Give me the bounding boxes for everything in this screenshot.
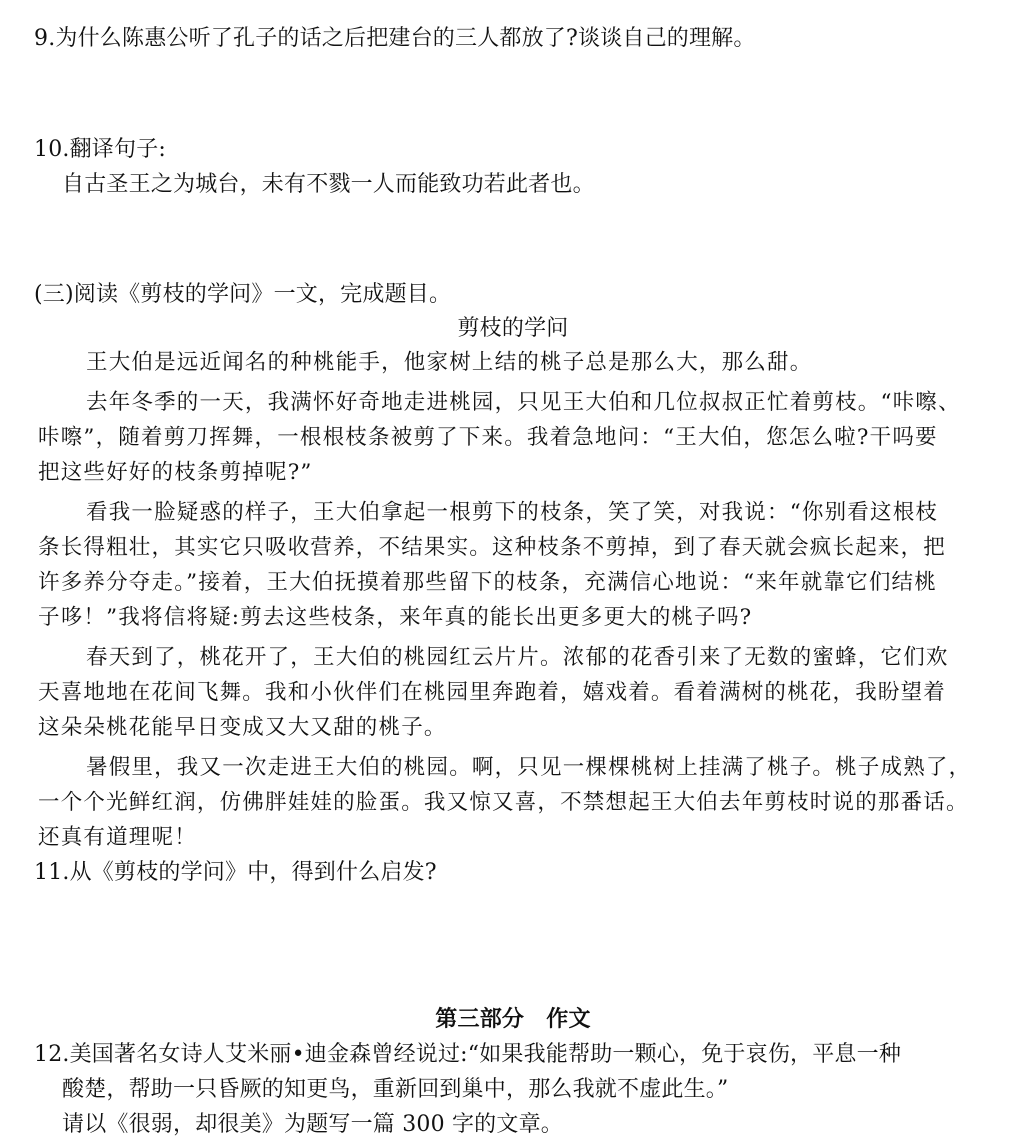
- passage-line: 条长得粗壮，其实它只吸收营养，不结果实。这种枝条不剪掉，到了春天就会疯长起来，把: [38, 535, 947, 560]
- question-12-line-1: 12.美国著名女诗人艾米丽•迪金森曾经说过:“如果我能帮助一颗心，免于哀伤，平息一种: [34, 1042, 902, 1067]
- question-12-line-2: 酸楚，帮助一只昏厥的知更鸟，重新回到巢中，那么我就不虚此生。”: [62, 1077, 729, 1102]
- question-10-sentence: 自古圣王之为城台，未有不戮一人而能致功若此者也。: [62, 172, 595, 197]
- question-9: 9.为什么陈惠公听了孔子的话之后把建台的三人都放了?谈谈自己的理解。: [34, 26, 756, 51]
- passage-line: 许多养分夺走。”接着，王大伯抚摸着那些留下的枝条，充满信心地说：“来年就靠它们结桃: [38, 570, 937, 595]
- passage-line: 暑假里，我又一次走进王大伯的桃园。啊，只见一棵棵桃树上挂满了桃子。桃子成熟了，: [86, 755, 972, 780]
- passage-line: 春天到了，桃花开了，王大伯的桃园红云片片。浓郁的花香引来了无数的蜜蜂，它们欢: [86, 645, 949, 670]
- passage-line: 还真有道理呢！: [38, 825, 197, 850]
- passage-line: 去年冬季的一天，我满怀好奇地走进桃园，只见王大伯和几位叔叔正忙着剪枝。“咔嚓、: [86, 390, 961, 415]
- question-12-line-3: 请以《很弱，却很美》为题写一篇 300 字的文章。: [62, 1112, 563, 1137]
- question-11: 11.从《剪枝的学问》中，得到什么启发?: [34, 860, 437, 885]
- passage-line: 子哆！”我将信将疑:剪去这些枝条，来年真的能长出更多更大的桃子吗?: [38, 605, 753, 630]
- passage-line: 把这些好好的枝条剪掉呢?”: [38, 460, 313, 485]
- passage-line: 天喜地地在花间飞舞。我和小伙伴们在桃园里奔跑着，嬉戏着。看着满树的桃花，我盼望着: [38, 680, 947, 705]
- passage-line: 这朵朵桃花能早日变成又大又甜的桃子。: [38, 715, 447, 740]
- passage-line: 一个个光鲜红润，仿佛胖娃娃的脸蛋。我又惊又喜，不禁想起王大伯去年剪枝时说的那番话。: [38, 790, 969, 815]
- section-3-intro: (三)阅读《剪枝的学问》一文，完成题目。: [34, 282, 452, 307]
- passage-line: 王大伯是远近闻名的种桃能手，他家树上结的桃子总是那么大，那么甜。: [86, 350, 813, 375]
- passage-line: 看我一脸疑惑的样子，王大伯拿起一根剪下的枝条，笑了笑，对我说：“你别看这根枝: [86, 500, 939, 525]
- passage-line: 咔嚓”，随着剪刀挥舞，一根根枝条被剪了下来。我着急地问：“王大伯，您怎么啦?干吗要: [38, 425, 938, 450]
- question-10-label: 10.翻译句子:: [34, 137, 166, 162]
- passage-title: 剪枝的学问: [457, 316, 569, 341]
- part-3-heading: 第三部分 作文: [435, 1006, 591, 1032]
